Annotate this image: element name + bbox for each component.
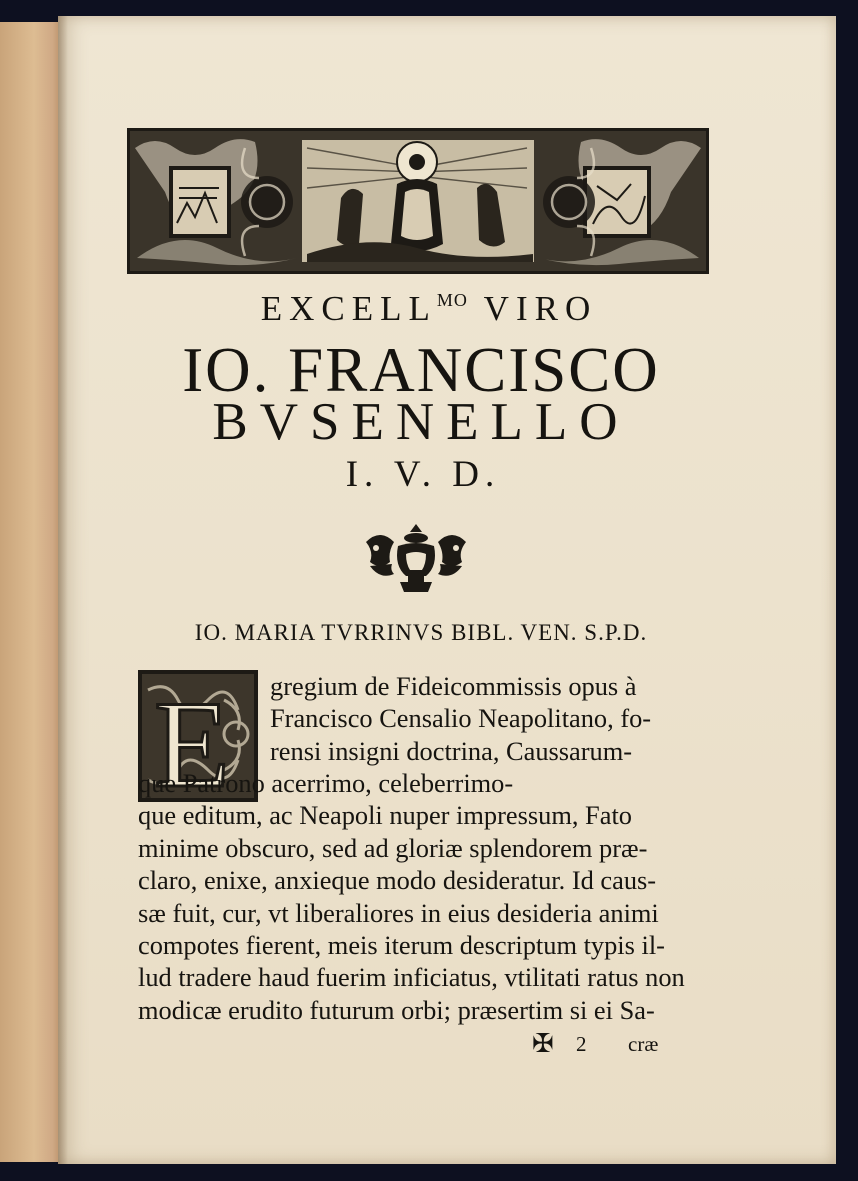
paragraph-body	[138, 767, 685, 1026]
text-line: claro, enixe, anxieque modo desideratur. Id caus-	[138, 865, 657, 896]
reverse-show-through	[110, 250, 810, 294]
page-gutter	[58, 16, 68, 1164]
text-line: sæ fuit, cur, vt liberaliores in eius desideria animi	[138, 897, 659, 928]
text-line: gregium de Fideicommissis opus à	[270, 671, 637, 701]
cross-signature-mark: ✠	[532, 1029, 554, 1058]
text-line: lud tradere haud fuerim inficiatus, vtilitati ratus non	[138, 962, 685, 993]
catchword: cræ	[628, 1032, 659, 1056]
dedication-line-2: IO. FRANCISCO	[182, 335, 660, 405]
dedication-line-3: BVSENELLO	[212, 393, 630, 451]
text-line: compotes fierent, meis iterum descriptum typis il-	[138, 930, 665, 961]
text-line: que editum, ac Neapoli nuper impressum, Fato	[138, 800, 632, 831]
text-line: que Patrono acerrimo, celeberrimo-	[138, 768, 514, 798]
paragraph-beside-initial	[270, 670, 651, 767]
text-line: rensi insigni doctrina, Caussarum-	[270, 735, 633, 766]
text-line: Francisco Censalio Neapolitano, fo-	[270, 703, 652, 734]
dedication-line-1: $EXCELL^{MO}$ VIRO	[260, 289, 598, 328]
urn-ornament	[362, 520, 470, 598]
signature-number: 2	[576, 1032, 587, 1056]
text-line: minime obscuro, sed ad gloriæ splendorem præ-	[138, 832, 648, 863]
dedicator-line: IO. MARIA TVRRINVS BIBL. VEN. S.P.D.	[194, 620, 648, 645]
dedication-line-4: I. V. D.	[345, 454, 501, 495]
text-line: modicæ erudito futurum orbi; præsertim si ei Sa-	[138, 994, 655, 1025]
svg-text:E: E	[154, 676, 230, 802]
facing-page-edge	[0, 22, 62, 1162]
